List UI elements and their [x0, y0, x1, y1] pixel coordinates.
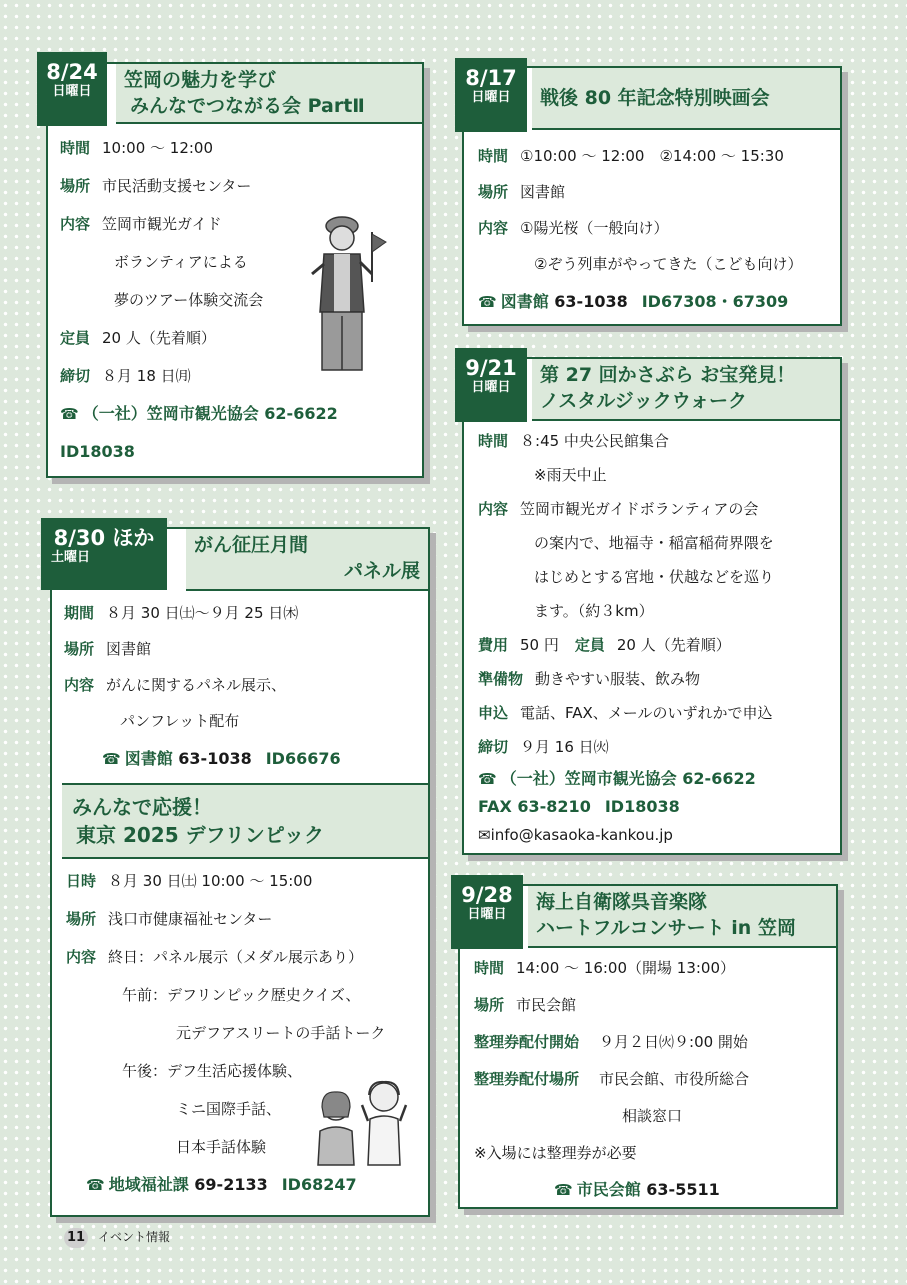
note: ※入場には整理券が必要	[474, 1144, 637, 1162]
contact-org: 地域福祉課	[108, 1175, 189, 1194]
event-date-badge	[37, 52, 107, 126]
value: ８月 30 日㈯ 10:00 ～ 15:00	[108, 872, 313, 890]
value: 市民会館	[516, 996, 577, 1014]
label: 時間	[478, 147, 509, 165]
date: 9/21	[465, 356, 517, 380]
day-of-week: 日曜日	[471, 380, 511, 395]
value: 50 円	[520, 636, 559, 654]
place-row	[478, 182, 565, 202]
label: 整理券配付開始	[474, 1033, 580, 1051]
content-line: ※雨天中止	[534, 466, 607, 484]
value: ９月２日㈫９:00 開始	[599, 1033, 748, 1051]
event-date-badge	[455, 348, 527, 422]
guide-illustration	[310, 212, 390, 382]
content-line: ます。（約３km）	[534, 602, 654, 620]
label: 整理券配付場所	[474, 1070, 580, 1088]
title-line: パネル展	[343, 560, 420, 582]
mail-icon: ✉	[478, 826, 491, 844]
time-row	[478, 431, 669, 451]
contact-tel: 62-6622	[682, 769, 756, 788]
phone-icon: ☎	[478, 770, 497, 788]
label: 場所	[64, 640, 95, 658]
contact-tel: 63-1038	[178, 749, 252, 768]
content-row	[64, 675, 286, 695]
value: 図書館	[520, 183, 566, 201]
place-row	[474, 995, 576, 1015]
page-footer	[64, 1228, 170, 1248]
label: 定員	[574, 636, 605, 654]
content-line: 日本手話体験	[176, 1138, 267, 1156]
fee-row	[478, 635, 731, 655]
value: 笠岡市観光ガイド	[102, 215, 222, 233]
contact-tel: 63-1038	[554, 292, 628, 311]
value: ９月 16 日㈫	[520, 738, 609, 756]
label: 準備物	[478, 670, 524, 688]
value: 終日：パネル展示（メダル展示あり）	[108, 948, 364, 966]
ticket-date-row	[474, 1032, 748, 1052]
label: 時間	[474, 959, 505, 977]
label: 場所	[66, 910, 97, 928]
content-line: 元デフアスリートの手話トーク	[176, 1024, 386, 1042]
label: 内容	[64, 676, 95, 694]
phone-icon: ☎	[554, 1181, 573, 1199]
section-label: イベント情報	[98, 1230, 171, 1244]
event-title	[532, 68, 840, 130]
contact-line	[554, 1180, 720, 1200]
date: 9/28	[461, 883, 513, 907]
event-title	[528, 886, 836, 948]
label: 定員	[60, 329, 91, 347]
label: 内容	[66, 948, 97, 966]
date: 8/24	[46, 60, 98, 84]
title-line: 東京 2025 デフリンピック	[76, 823, 324, 847]
label: 内容	[478, 219, 509, 237]
sign-language-illustration	[314, 1077, 414, 1169]
contact-line	[60, 404, 338, 424]
contact-org: （一社）笠岡市観光協会	[82, 404, 259, 423]
label: 内容	[60, 215, 91, 233]
time-row	[474, 958, 735, 978]
value: 図書館	[106, 640, 152, 658]
content-line: パンフレット配布	[120, 712, 240, 730]
value: ①10:00 ～ 12:00 ②14:00 ～ 15:30	[520, 147, 784, 165]
day-of-week: 土曜日	[51, 550, 91, 565]
event-date-badge	[455, 58, 527, 132]
label: 場所	[478, 183, 509, 201]
contact-org: （一社）笠岡市観光協会	[500, 769, 677, 788]
date	[41, 526, 167, 550]
time-row	[60, 138, 213, 158]
content-line: 相談窓口	[622, 1107, 683, 1125]
label: 時間	[60, 139, 91, 157]
value: ①陽光桜（一般向け）	[520, 219, 669, 237]
contact-tel: 69-2133	[194, 1175, 268, 1194]
phone-icon: ☎	[60, 405, 79, 423]
event-card-walk	[462, 357, 842, 855]
title-line: 第 27 回かさぶら お宝発見！	[540, 364, 796, 386]
value: 14:00 ～ 16:00（開場 13:00）	[516, 959, 736, 977]
phone-icon: ☎	[478, 293, 497, 311]
value: ８月 18 日㈪	[102, 367, 191, 385]
phone-icon: ☎	[102, 750, 121, 768]
contact-tel: 63-5511	[646, 1180, 720, 1199]
value: ８:45 中央公民館集合	[520, 432, 669, 450]
content-line: の案内で、地福寺・稲富稲荷界隈を	[534, 534, 774, 552]
title-line: みんなでつながる会 PartⅡ	[130, 95, 365, 117]
contact-line	[478, 769, 756, 789]
capacity-row	[60, 328, 216, 348]
apply-row	[478, 703, 773, 723]
content-row	[60, 214, 222, 234]
title-line: みんなで応援！	[72, 795, 212, 819]
day-of-week: 日曜日	[471, 90, 511, 105]
title-line: ノスタルジックウォーク	[540, 390, 748, 412]
value: ８月 30 日㈯～９月 25 日㈭	[106, 604, 299, 622]
day-of-week: 日曜日	[52, 84, 92, 99]
date: 8/17	[465, 66, 517, 90]
title-line: がん征圧月間	[194, 534, 309, 556]
contact-id: ID68247	[281, 1175, 357, 1194]
fax: FAX 63-8210	[478, 797, 591, 816]
event-title	[532, 359, 840, 421]
contact-org: 図書館	[500, 292, 549, 311]
items-row	[478, 669, 700, 689]
event-title	[186, 529, 428, 591]
deadline-row	[60, 366, 191, 386]
event-title	[62, 783, 428, 859]
content-line: ミニ国際手話、	[176, 1100, 282, 1118]
time-row	[478, 146, 784, 166]
contact-line	[102, 749, 341, 769]
contact-id: ID18038	[604, 797, 680, 816]
content-row	[66, 947, 363, 967]
title-line: 海上自衛隊呉音楽隊	[536, 891, 708, 913]
email: info@kasaoka-kankou.jp	[490, 826, 673, 844]
deadline-row	[478, 737, 609, 757]
value: 浅口市健康福祉センター	[108, 910, 273, 928]
value: 市民活動支援センター	[102, 177, 252, 195]
content-row	[478, 499, 758, 519]
label: 日時	[66, 872, 97, 890]
email-line	[478, 825, 673, 845]
place-row	[66, 909, 272, 929]
content-line: ②ぞう列車がやってきた（こども向け）	[534, 255, 803, 273]
title-line: 戦後 80 年記念特別映画会	[540, 87, 770, 109]
day-of-week: 日曜日	[467, 907, 507, 922]
ticket-place-row	[474, 1069, 749, 1089]
content-line: ボランティアによる	[114, 253, 248, 271]
content-line: はじめとする宮地・伏越などを巡り	[534, 568, 775, 586]
date-value: 8/30	[53, 526, 106, 550]
contact-line	[86, 1175, 357, 1195]
value: 20 人（先着順）	[102, 329, 216, 347]
page-number: 11	[64, 1228, 88, 1248]
title-line: 笠岡の魅力を学び	[124, 69, 277, 91]
contact-id: ID66676	[265, 749, 341, 768]
value: がんに関するパネル展示、	[106, 676, 287, 694]
label: 内容	[478, 500, 509, 518]
contact-line	[478, 292, 788, 312]
value: 10:00 ～ 12:00	[102, 139, 214, 157]
event-card-panel	[50, 527, 430, 1217]
content-row	[478, 218, 668, 238]
value: 電話、FAX、メールのいずれかで申込	[520, 704, 773, 722]
content-line: 夢のツアー体験交流会	[114, 291, 264, 309]
period-row	[64, 603, 298, 623]
place-row	[60, 176, 251, 196]
content-line: 午前：デフリンピック歴史クイズ、	[122, 986, 361, 1004]
event-date-badge	[451, 875, 523, 949]
label: 締切	[60, 367, 91, 385]
contact-org: 図書館	[124, 749, 173, 768]
event-title	[116, 64, 422, 124]
fax-line	[478, 797, 680, 817]
value: 笠岡市観光ガイドボランティアの会	[520, 500, 759, 518]
title-line: ハートフルコンサート in 笠岡	[536, 917, 796, 939]
place-row	[64, 639, 151, 659]
contact-id: ID67308・67309	[641, 292, 789, 311]
label: 場所	[60, 177, 91, 195]
label: 費用	[478, 636, 509, 654]
contact-tel: 62-6622	[264, 404, 338, 423]
contact-org: 市民会館	[576, 1180, 641, 1199]
date-suffix: ほか	[112, 526, 155, 550]
label: 申込	[478, 704, 509, 722]
value: 20 人（先着順）	[616, 636, 731, 654]
value: 市民会館、市役所総合	[599, 1070, 750, 1088]
event-date-badge	[41, 518, 167, 590]
contact-id: ID18038	[60, 442, 135, 461]
label: 時間	[478, 432, 509, 450]
phone-icon: ☎	[86, 1176, 105, 1194]
label: 期間	[64, 604, 95, 622]
content-line: 午後：デフ生活応援体験、	[122, 1062, 303, 1080]
value: 動きやすい服装、飲み物	[535, 670, 701, 688]
label: 締切	[478, 738, 509, 756]
datetime-row	[66, 871, 312, 891]
label: 場所	[474, 996, 505, 1014]
